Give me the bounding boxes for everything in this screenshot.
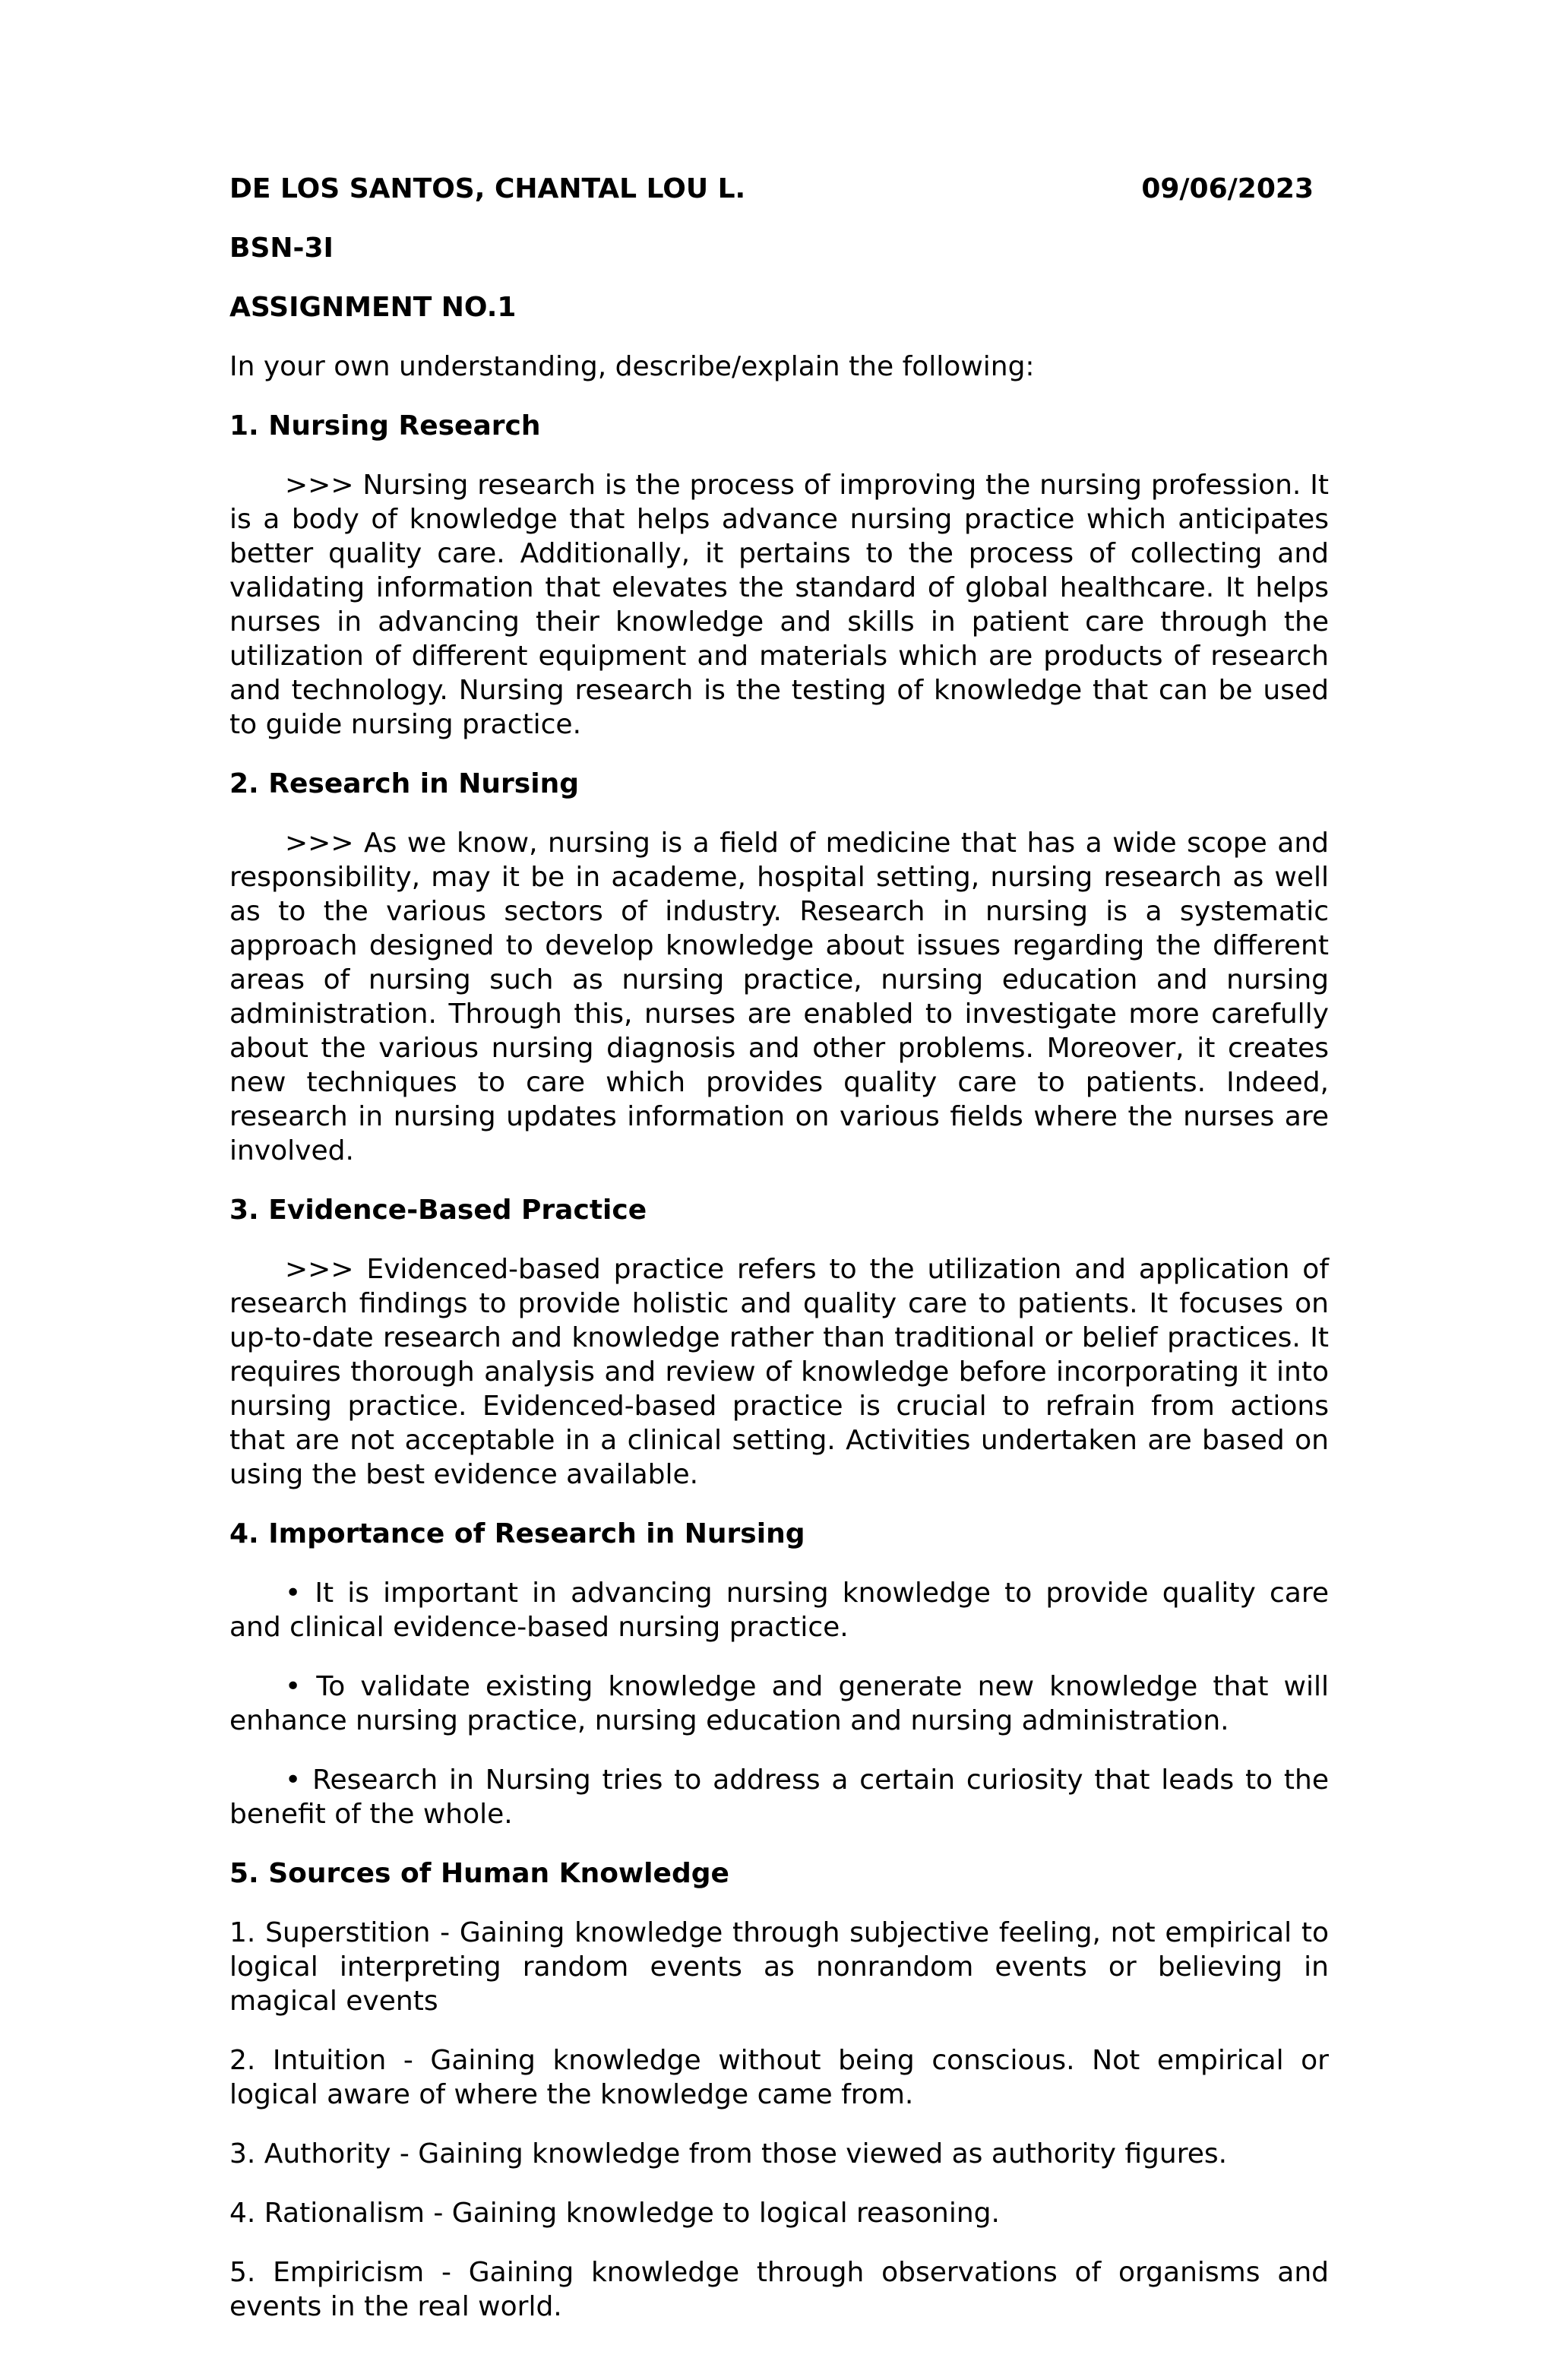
section-1-body: >>> Nursing research is the process of improving the nursing profession. It is a body of knowledge that helps advance nursing practice which anticipates better quality care. Additionally, it pertains to the process of collecting and validating information that elevates the standard of global healthcare. It helps nurses in advancing their knowledge and skills in patient care through the utilization of different equipment and materials which are products of research and technology. Nursing research is the testing of knowledge that can be used to guide nursing practice. — [229, 470, 1329, 740]
section-5-heading: 5. Sources of Human Knowledge — [229, 1858, 729, 1889]
document-page — [229, 172, 1329, 2324]
instruction-text: In your own understanding, describe/explain the following: — [229, 351, 1035, 382]
section-5-item-5: 5. Empiricism - Gaining knowledge through observations of organisms and events in the real world. — [229, 2257, 1329, 2322]
section-4-bullet-2: • To validate existing knowledge and generate new knowledge that will enhance nursing practice, nursing education and nursing administration. — [229, 1671, 1329, 1736]
student-name: DE LOS SANTOS, CHANTAL LOU L. — [229, 173, 746, 204]
section-5-item-1: 1. Superstition - Gaining knowledge through subjective feeling, not empirical to logical interpreting random events as nonrandom events or believing in magical events — [229, 1917, 1329, 2017]
section-2-heading: 2. Research in Nursing — [229, 768, 579, 799]
section-5-item-2: 2. Intuition - Gaining knowledge without being conscious. Not empirical or logical aware of where the knowledge came from. — [229, 2045, 1329, 2110]
submission-date: 09/06/2023 — [1141, 173, 1314, 204]
section-5-item-3: 3. Authority - Gaining knowledge from those viewed as authority figures. — [229, 2138, 1228, 2170]
section-4-heading: 4. Importance of Research in Nursing — [229, 1518, 805, 1549]
section-3-body: >>> Evidenced-based practice refers to the utilization and application of research findings to provide holistic and quality care to patients. It focuses on up-to-date research and knowledge rather than traditional or belief practices. It requires thorough analysis and review of knowledge before incorporating it into nursing practice. Evidenced-based practice is crucial to refrain from actions that are not acceptable in a clinical setting. Activities undertaken are based on using the best evidence available. — [229, 1254, 1329, 1490]
section-2-body: >>> As we know, nursing is a field of medicine that has a wide scope and responsibility, may it be in academe, hospital setting, nursing research as well as to the various sectors of industry. Research in nursing is a systematic approach designed to develop knowledge about issues regarding the different areas of nursing such as nursing practice, nursing education and nursing administration. Through this, nurses are enabled to investigate more carefully about the various nursing diagnosis and other problems. Moreover, it creates new techniques to care which provides quality care to patients. Indeed, research in nursing updates information on various fields where the nurses are involved. — [229, 828, 1329, 1166]
student-section: BSN-3I — [229, 233, 334, 264]
assignment-title: ASSIGNMENT NO.1 — [229, 292, 517, 323]
section-3-heading: 3. Evidence-Based Practice — [229, 1195, 647, 1226]
section-1-heading: 1. Nursing Research — [229, 410, 541, 442]
section-4-bullet-3: • Research in Nursing tries to address a certain curiosity that leads to the benefit of the whole. — [229, 1764, 1329, 1830]
section-5-item-4: 4. Rationalism - Gaining knowledge to logical reasoning. — [229, 2198, 1000, 2229]
header-row — [229, 172, 1329, 206]
section-4-bullet-1: • It is important in advancing nursing knowledge to provide quality care and clinical evidence-based nursing practice. — [229, 1578, 1329, 1643]
